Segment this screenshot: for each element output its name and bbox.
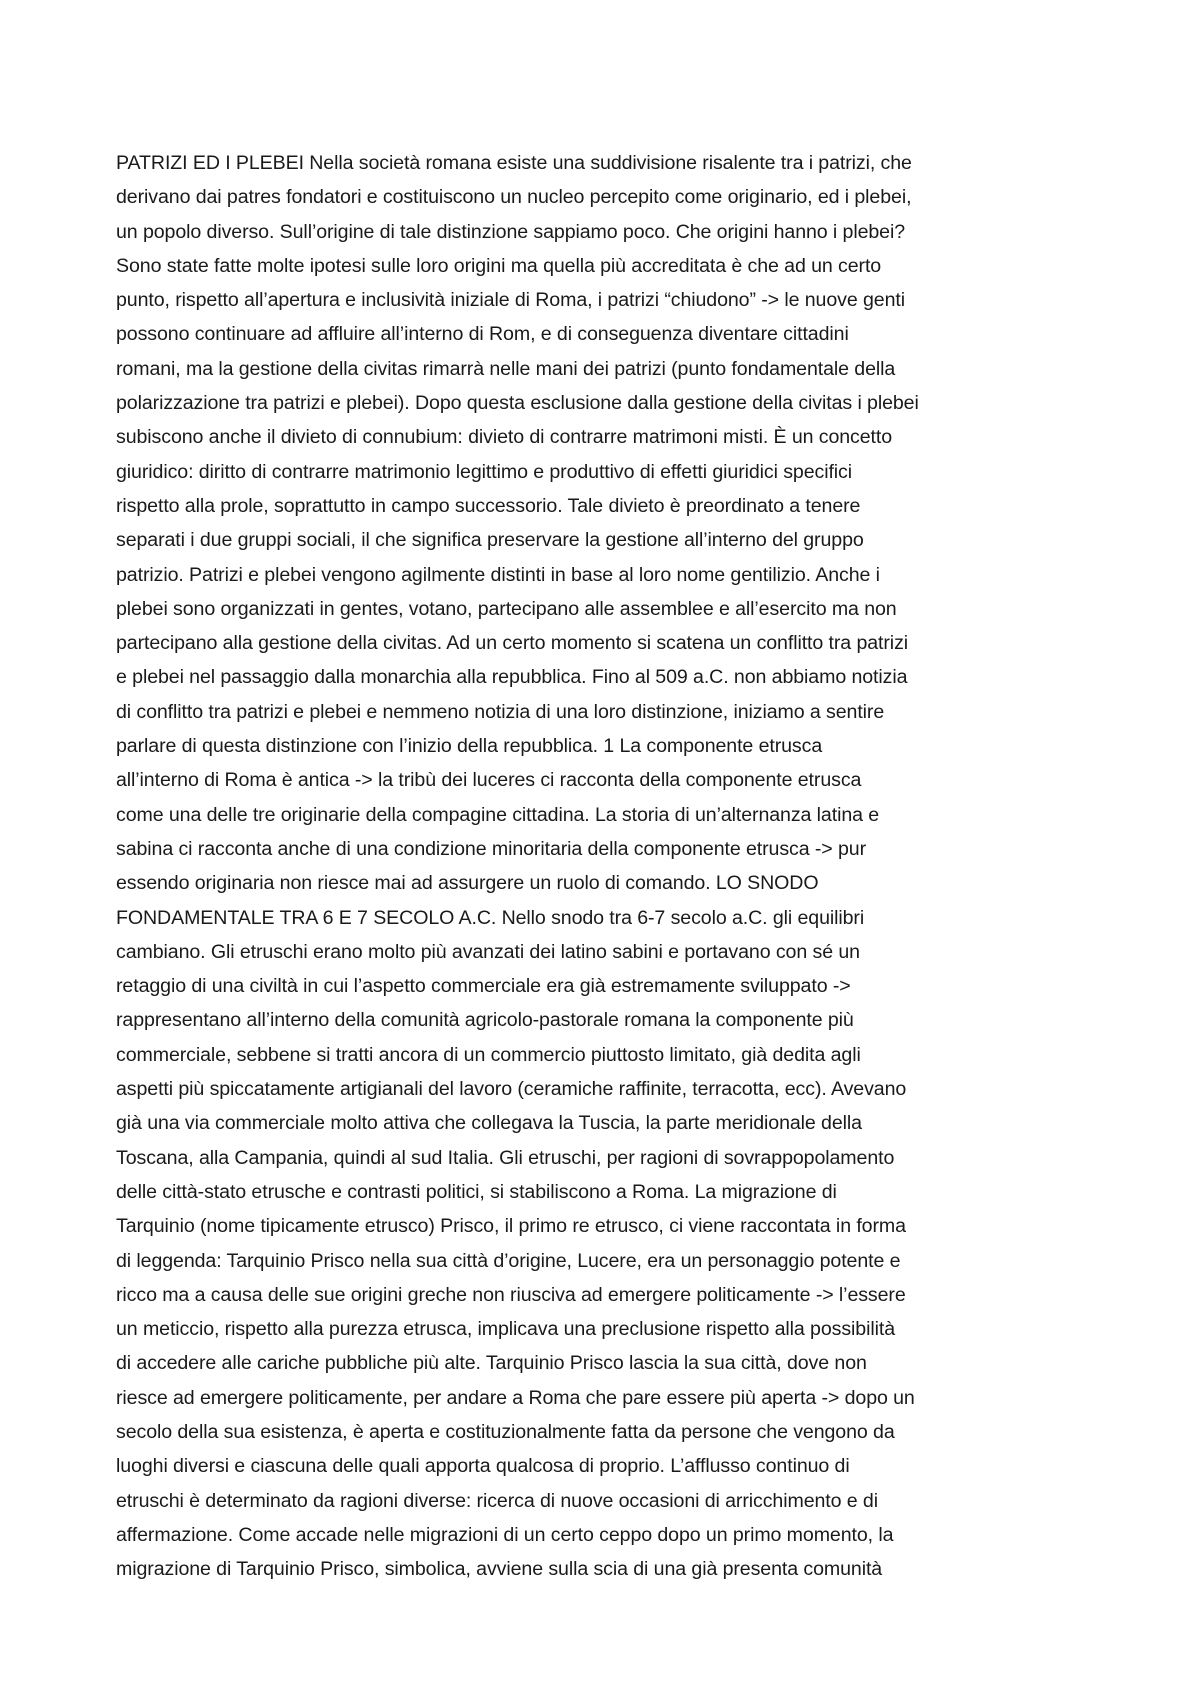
text-line: separati i due gruppi sociali, il che significa preservare la gestione all’interno del gruppo: [116, 529, 864, 552]
text-line: polarizzazione tra patrizi e plebei). Dopo questa esclusione dalla gestione della civitas i plebei: [116, 392, 919, 415]
text-line: giuridico: diritto di contrarre matrimonio legittimo e produttivo di effetti giuridici specifici: [116, 460, 853, 483]
text-line: Tarquinio (nome tipicamente etrusco) Prisco, il primo re etrusco, ci viene raccontata in forma: [116, 1215, 906, 1238]
text-line: di leggenda: Tarquinio Prisco nella sua città d’origine, Lucere, era un personaggio potente e: [116, 1249, 901, 1272]
text-line: un meticcio, rispetto alla purezza etrusca, implicava una preclusione rispetto alla possibilità: [116, 1318, 895, 1341]
text-line: essendo originaria non riesce mai ad assurgere un ruolo di comando. LO SNODO: [116, 872, 819, 895]
text-line: rispetto alla prole, soprattutto in campo successorio. Tale divieto è preordinato a tenere: [116, 494, 861, 517]
text-line: etruschi è determinato da ragioni diverse: ricerca di nuove occasioni di arricchimento e di: [116, 1489, 878, 1512]
text-line: possono continuare ad affluire all’interno di Rom, e di conseguenza diventare cittadini: [116, 323, 849, 346]
text-line: affermazione. Come accade nelle migrazioni di un certo ceppo dopo un primo momento, la: [116, 1523, 894, 1546]
text-line: all’interno di Roma è antica -> la tribù dei luceres ci racconta della componente etrusca: [116, 769, 862, 792]
text-line: cambiano. Gli etruschi erano molto più avanzati dei latino sabini e portavano con sé un: [116, 940, 860, 963]
text-line: retaggio di una civiltà in cui l’aspetto commerciale era già estremamente sviluppato ->: [116, 975, 851, 998]
text-line: romani, ma la gestione della civitas rimarrà nelle mani dei patrizi (punto fondamentale della: [116, 357, 896, 380]
text-line: delle città-stato etrusche e contrasti politici, si stabiliscono a Roma. La migrazione di: [116, 1180, 837, 1203]
text-line: secolo della sua esistenza, è aperta e costituzionalmente fatta da persone che vengono da: [116, 1420, 895, 1443]
text-line: sabina ci racconta anche di una condizione minoritaria della componente etrusca -> pur: [116, 837, 867, 860]
text-line: derivano dai patres fondatori e costituiscono un nucleo percepito come originario, ed i plebei,: [116, 186, 912, 209]
text-line: di accedere alle cariche pubbliche più alte. Tarquinio Prisco lascia la sua città, dove non: [116, 1352, 867, 1375]
text-line: migrazione di Tarquinio Prisco, simbolica, avviene sulla scia di una già presenta comunità: [116, 1558, 883, 1581]
text-line: come una delle tre originarie della compagine cittadina. La storia di un’alternanza latina e: [116, 803, 880, 826]
text-line: un popolo diverso. Sull’origine di tale distinzione sappiamo poco. Che origini hanno i plebei?: [116, 220, 906, 243]
text-line: parlare di questa distinzione con l’inizio della repubblica. 1 La componente etrusca: [116, 735, 823, 758]
text-line: commerciale, sebbene si tratti ancora di un commercio piuttosto limitato, già dedita agli: [116, 1043, 861, 1066]
text-line: patrizio. Patrizi e plebei vengono agilmente distinti in base al loro nome gentilizio. Anche i: [116, 563, 880, 586]
text-line: e plebei nel passaggio dalla monarchia alla repubblica. Fino al 509 a.C. non abbiamo notizia: [116, 666, 908, 689]
text-line: partecipano alla gestione della civitas. Ad un certo momento si scatena un conflitto tra patrizi: [116, 632, 909, 655]
text-line: di conflitto tra patrizi e plebei e nemmeno notizia di una loro distinzione, iniziamo a sentire: [116, 700, 885, 723]
text-line: luoghi diversi e ciascuna delle quali apporta qualcosa di proprio. L’afflusso continuo di: [116, 1455, 850, 1478]
text-line: già una via commerciale molto attiva che collegava la Tuscia, la parte meridionale della: [116, 1112, 862, 1135]
text-line: punto, rispetto all’apertura e inclusività iniziale di Roma, i patrizi “chiudono” -> le nuove genti: [116, 289, 905, 312]
text-line: FONDAMENTALE TRA 6 E 7 SECOLO A.C. Nello snodo tra 6-7 secolo a.C. gli equilibri: [116, 906, 865, 929]
text-line: ricco ma a causa delle sue origini greche non riusciva ad emergere politicamente -> l’essere: [116, 1283, 906, 1306]
body-text: [116, 146, 1096, 1586]
text-line: Toscana, alla Campania, quindi al sud Italia. Gli etruschi, per ragioni di sovrappopolamento: [116, 1146, 895, 1169]
text-line: subiscono anche il divieto di connubium: divieto di contrarre matrimoni misti. È un concetto: [116, 426, 893, 449]
text-line: riesce ad emergere politicamente, per andare a Roma che pare essere più aperta -> dopo un: [116, 1386, 915, 1409]
text-line: PATRIZI ED I PLEBEI Nella società romana esiste una suddivisione risalente tra i patrizi, che: [116, 152, 912, 174]
text-line: rappresentano all’interno della comunità agricolo-pastorale romana la componente più: [116, 1009, 854, 1032]
text-line: plebei sono organizzati in gentes, votano, partecipano alle assemblee e all’esercito ma non: [116, 597, 897, 620]
text-line: aspetti più spiccatamente artigianali del lavoro (ceramiche raffinite, terracotta, ecc). Avevano: [116, 1078, 907, 1101]
text-line: Sono state fatte molte ipotesi sulle loro origini ma quella più accreditata è che ad un certo: [116, 254, 882, 277]
